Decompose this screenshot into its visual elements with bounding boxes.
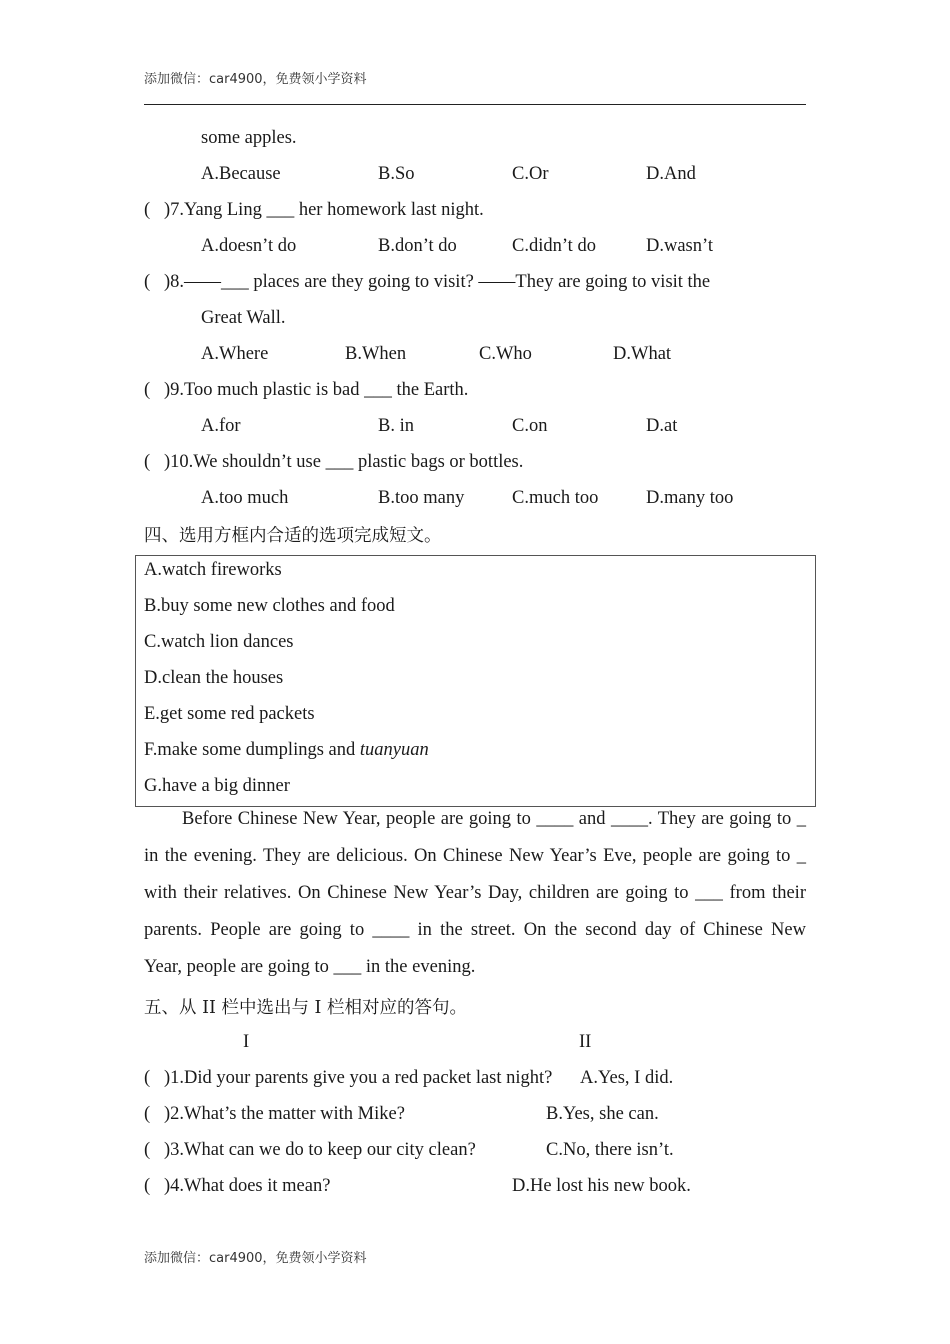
q10-option-d: D.many too [646,488,734,508]
q7-paren: ( [144,200,151,220]
footer-note: 添加微信：car4900，免费领小学资料 [144,1251,367,1266]
q7-option-a: A.doesn’t do [201,236,297,256]
match-row-2-paren: ( [144,1104,151,1124]
q10-option-c: C.much too [512,488,599,508]
box-option-f-text: F.make some dumplings and [144,740,360,760]
passage-line-2: in the evening. They are delicious. On Chinese New Year’s Eve, people are going to _ [144,846,806,866]
q9-stem: )9.Too much plastic is bad ___ the Earth. [164,380,469,400]
q8-option-a: A.Where [201,344,269,364]
section4-title: 四、选用方框内合适的选项完成短文。 [144,526,442,546]
passage-line-3: with their relatives. On Chinese New Year’s Day, children are going to ___ from their [144,883,806,903]
box-option-d: D.clean the houses [144,668,284,688]
box-option-a: A.watch fireworks [144,560,282,580]
q10-stem: )10.We shouldn’t use ___ plastic bags or bottles. [164,452,524,472]
match-row-3-answer: C.No, there isn’t. [546,1140,674,1160]
q8-paren: ( [144,272,151,292]
q9-option-c: C.on [512,416,548,436]
q8-option-d: D.What [613,344,672,364]
q6-option-c: C.Or [512,164,549,184]
q6-option-d: D.And [646,164,696,184]
header-rule [144,104,806,105]
match-row-1-question: )1.Did your parents give you a red packet last night? [164,1068,553,1088]
passage-line-1: Before Chinese New Year, people are going to ____ and ____. They are going to _ [182,809,806,829]
match-row-4-paren: ( [144,1176,151,1196]
section5-title: 五、从 II 栏中选出与 I 栏相对应的答句。 [144,998,467,1018]
box-option-e: E.get some red packets [144,704,315,724]
q8-option-c: C.Who [479,344,532,364]
match-row-2-answer: B.Yes, she can. [546,1104,659,1124]
box-option-b: B.buy some new clothes and food [144,596,395,616]
q7-stem: )7.Yang Ling ___ her homework last night. [164,200,484,220]
column-i-heading: I [243,1032,250,1052]
q10-option-a: A.too much [201,488,289,508]
q8-stem: )8.——___ places are they going to visit? ——They are going to visit the [164,272,711,292]
q7-option-b: B.don’t do [378,236,457,256]
q9-option-a: A.for [201,416,241,436]
q9-option-d: D.at [646,416,678,436]
header-note: 添加微信：car4900，免费领小学资料 [144,72,367,87]
passage-line-4: parents. People are going to ____ in the street. On the second day of Chinese New [144,920,806,940]
match-row-1-answer: A.Yes, I did. [580,1068,674,1088]
match-row-4-answer: D.He lost his new book. [512,1176,691,1196]
q10-paren: ( [144,452,151,472]
match-row-1-paren: ( [144,1068,151,1088]
box-option-g: G.have a big dinner [144,776,290,796]
match-row-4-question: )4.What does it mean? [164,1176,331,1196]
box-option-f-italic: tuanyuan [359,740,429,760]
column-ii-heading: II [579,1032,592,1052]
q9-paren: ( [144,380,151,400]
q7-option-c: C.didn’t do [512,236,596,256]
q6-option-b: B.So [378,164,415,184]
passage-line-5: Year, people are going to ___ in the evening. [144,957,476,977]
q7-option-d: D.wasn’t [646,236,713,256]
q8-option-b: B.When [345,344,407,364]
match-row-3-paren: ( [144,1140,151,1160]
q10-option-b: B.too many [378,488,465,508]
q8-continuation: Great Wall. [201,308,286,328]
match-row-2-question: )2.What’s the matter with Mike? [164,1104,405,1124]
box-option-f [144,739,429,761]
q6-continuation: some apples. [201,128,297,148]
passage [144,801,806,986]
q9-option-b: B. in [378,416,414,436]
box-option-c: C.watch lion dances [144,632,294,652]
q6-option-a: A.Because [201,164,281,184]
match-row-3-question: )3.What can we do to keep our city clean? [164,1140,476,1160]
